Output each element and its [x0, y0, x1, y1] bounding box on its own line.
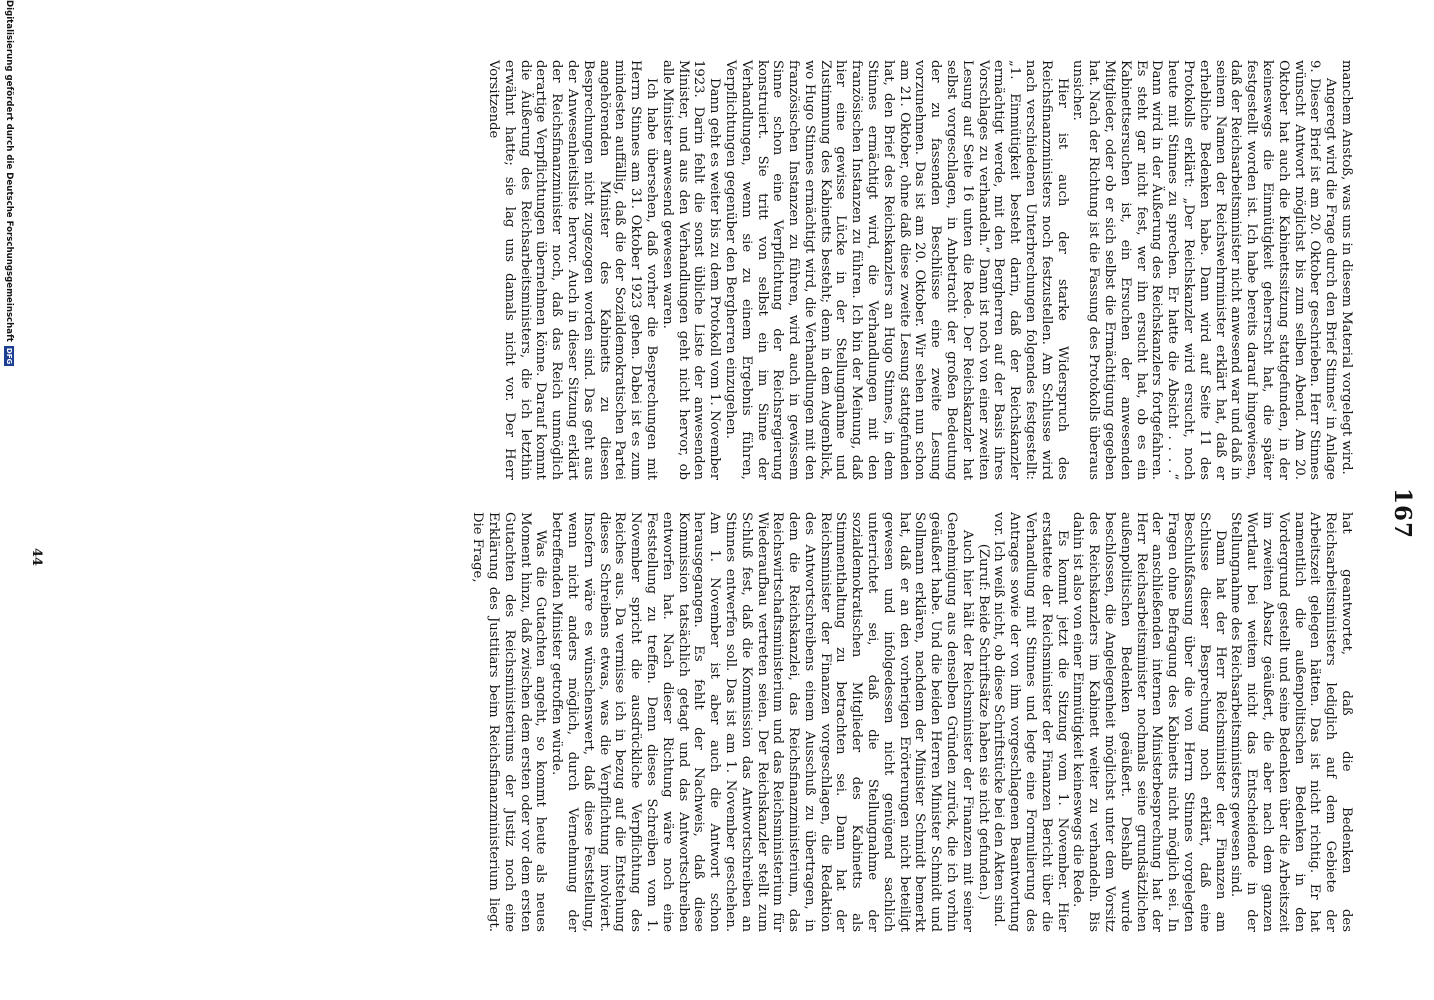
credit-text: Digitalisierung gefördert durch die Deutsche Forschungsgemeinschaft	[4, 0, 14, 342]
right-text-column	[470, 512, 1354, 932]
paragraph: Was die Gutachten angeht, so kommt heute als neues Moment hinzu, daß zwischen dem ersten oder vor dem ersten Gutachten des Reichsministeriums der Justiz noch eine Erklärung des Justitiars beim Reichsfinanzministerium liegt. Die Frage,	[470, 512, 549, 932]
paragraph: Angeregt wird die Frage durch den Brief Stinnes' in Anlage 9. Dieser Brief ist am 20. Oktober geschrieben. Herr Stinnes wünscht Antwort möglichst bis zum selben Abend. Am 20. Oktober hat auch die Kabinettssitzung stattgefunden, in der keineswegs die Einmütigkeit geherrscht hat, die später festgestellt worden ist. Ich habe bereits darauf hingewiesen, daß der Reichsarbeitsminister nicht anwesend war und daß in seinem Namen der Reichswehrminister erklärt hat, daß er erhebliche Bedenken habe. Dann wird auf Seite 11 des Protokolls erklärt: „Der Reichskanzler wird ersucht, noch heute mit Stinnes zu sprechen. Er hatte die Absicht . . . .“ Dann wird in der Äußerung des Reichskanzlers fortgefahren. Es steht gar nicht fest, wer ihn ersucht hat, ob es ein Kabinettsersuchen ist, ein Ersuchen der anwesenden Mitglieder, oder ob er sich selbst die Ermächtigung gegeben hat. Nach der Richtung ist die Fassung des Protokolls überaus unsicher.	[1070, 60, 1339, 480]
paragraph: manchem Anstoß, was uns in diesem Material vorgelegt wird.	[1339, 60, 1354, 475]
interjection-remark: (Zuruf: Beide Schriftsätze haben sie nicht gefunden.)	[975, 543, 991, 901]
digitization-credit	[4, 0, 14, 366]
left-text-column	[94, 60, 1354, 480]
paragraph: Ich habe übersehen, daß vorher die Besprechungen mit Herrn Stinnes am 31. Oktober 1923 gehen. Dabei ist es zum mindesten auffällig, daß die der Sozialdemokratischen Partei angehörenden Minister des Kabinetts zu diesen Besprechungen nicht zugezogen worden sind. Das geht aus der Anwesenheitsliste hervor. Auch in dieser Sitzung erklärt der Reichsfinanzminister noch, daß das Reich unmöglich derartige Verpflichtungen übernehmen könne. Darauf kommt die Äußerung des Reichsarbeitsministers, die ich letzthin erwähnt hatte; sie lag uns damals nicht vor. Der Herr Vorsitzende	[485, 60, 659, 480]
paragraph: hat geantwortet, daß die Bedenken des Reichsarbeitsministers lediglich auf dem Gebiete der Arbeitszeit gelegen hätten. Das ist nicht richtig. Er hat namentlich die außenpolitischen Bedenken in den Vordergrund gestellt und seine Bedenken über die Arbeitszeit im zweiten Absatz geäußert, die aber nach dem ganzen Wortlaut bei weitem nicht das Entscheidende in der Stellungnahme des Reichsarbeitsministers gewesen sind.	[1228, 512, 1354, 932]
folio-number: 44	[29, 548, 44, 567]
paragraph: Hier ist auch der starke Widerspruch des Reichsfinanzministers noch festzustellen. Am Schlusse wird nach verschiedenen Unterbrechungen folgendes festgestellt: „1. Einmütigkeit besteht darin, daß der Reichskanzler ermächtigt werde, mit den Bergherren auf der Basis ihres Vorschlages zu verhandeln.“ Dann ist noch von einer zweiten Lesung auf Seite 16 unten die Rede. Der Reichskanzler hat selbst vorgeschlagen, in Anbetracht der großen Bedeutung der zu fassenden Beschlüsse eine zweite Lesung vorzunehmen. Das ist am 20. Oktober. Wir sehen nun schon am 21. Oktober, ohne daß diese zweite Lesung stattgefunden hat, den Brief des Reichskanzlers an Hugo Stinnes, in dem Stinnes ermächtigt wird, die Verhandlungen mit den französischen Instanzen zu führen. Ich bin der Meinung, daß hier eine gewisse Lücke in der Stellungnahme und Zustimmung des Kabinetts besteht; denn in dem Augenblick, wo Hugo Stinnes ermächtigt wird, die Verhandlungen mit den französischen Instanzen zu führen, wird auch in gewissem Sinne schon eine Verpflichtung der Reichsregierung konstruiert. Sie tritt von selbst ein im Sinne der Verhandlungen, wenn sie zu einem Ergebnis führen, Verpflichtungen gegenüber den Bergherren einzugehen.	[722, 60, 1070, 480]
paragraph: Dann geht es weiter bis zu dem Protokoll vom 1. November 1923. Darin fehlt die sonst übliche Liste der anwesenden Minister, und aus den Verhandlungen geht nicht hervor, ob alle Minister anwesend gewesen waren.	[659, 60, 723, 480]
paragraph: Dann hat der Herr Reichsminister der Finanzen am Schlusse dieser Besprechung noch erklärt, daß eine Beschlußfassung über die von Herrn Stinnes vorgelegten Fragen ohne Befragung des Kabinetts nicht möglich sei. In der anschließenden internen Ministerbesprechung hat der Herr Reichsarbeitsminister nochmals seine grundsätzlichen außenpolitischen Bedenken geäußert. Deshalb wurde beschlossen, die Angelegenheit möglichst unter dem Vorsitz des Reichskanzlers im Kabinett weiter zu verhandeln. Bis dahin ist also von einer Einmütigkeit keineswegs die Rede.	[1070, 512, 1228, 932]
paragraph: Es kommt jetzt die Sitzung vom 1. November. Hier erstattete der Reichsminister der Finanzen Bericht über die Verhandlung mit Stinnes und legte eine Formulierung des Antrages sowie der von ihm vorgeschlagenen Beantwortung vor. Ich weiß nicht, ob diese Schriftstücke bei den Akten sind.	[991, 512, 1070, 932]
dfg-logo: DFG	[5, 347, 13, 365]
paragraph: Auch hier hält der Reichsminister der Finanzen mit seiner Genehmigung aus denselben Gründen zurück, die ich vorhin geäußert habe. Und die beiden Herren Minister Schmidt und Sollmann erklären, nachdem der Minister Schmidt bemerkt hat, daß er an den vorherigen Erörterungen nicht beteiligt gewesen und infolgedessen nicht genügend sachlich unterrichtet sei, daß die Stellungnahme der sozialdemokratischen Mitglieder des Kabinetts als Stimmenthaltung zu betrachten sei. Dann hat der Reichsminister der Finanzen vorgeschlagen, die Redaktion des Antwortschreibens einem Ausschuß zu übertragen, in dem die Reichskanzlei, das Reichsfinanzministerium, das Reichswirtschaftsministerium und das Reichsministerium für Wiederaufbau vertreten seien. Der Reichskanzler stellt zum Schluß fest, daß die Kommission das Antwortschreiben an Stinnes entwerfen soll. Das ist am 1. November geschehen. Am 1. November ist aber auch die Antwort schon herausgegangen. Es fehlt der Nachweis, daß diese Kommission tatsächlich getagt und das Antwortschreiben entworfen hat. Nach dieser Richtung wäre noch eine Feststellung zu treffen. Denn dieses Schreiben vom 1. November spricht die ausdrückliche Verpflichtung des Reiches aus. Da vermisse ich in bezug auf die Entstehung dieses Schreibens etwas, was die Verpflichtung involviert. Insofern wäre es wünschenswert, daß diese Feststellung, wenn nicht anders möglich, durch Vernehmung der betreffenden Minister getroffen würde.	[549, 512, 975, 932]
page-number: 167	[1389, 488, 1416, 540]
